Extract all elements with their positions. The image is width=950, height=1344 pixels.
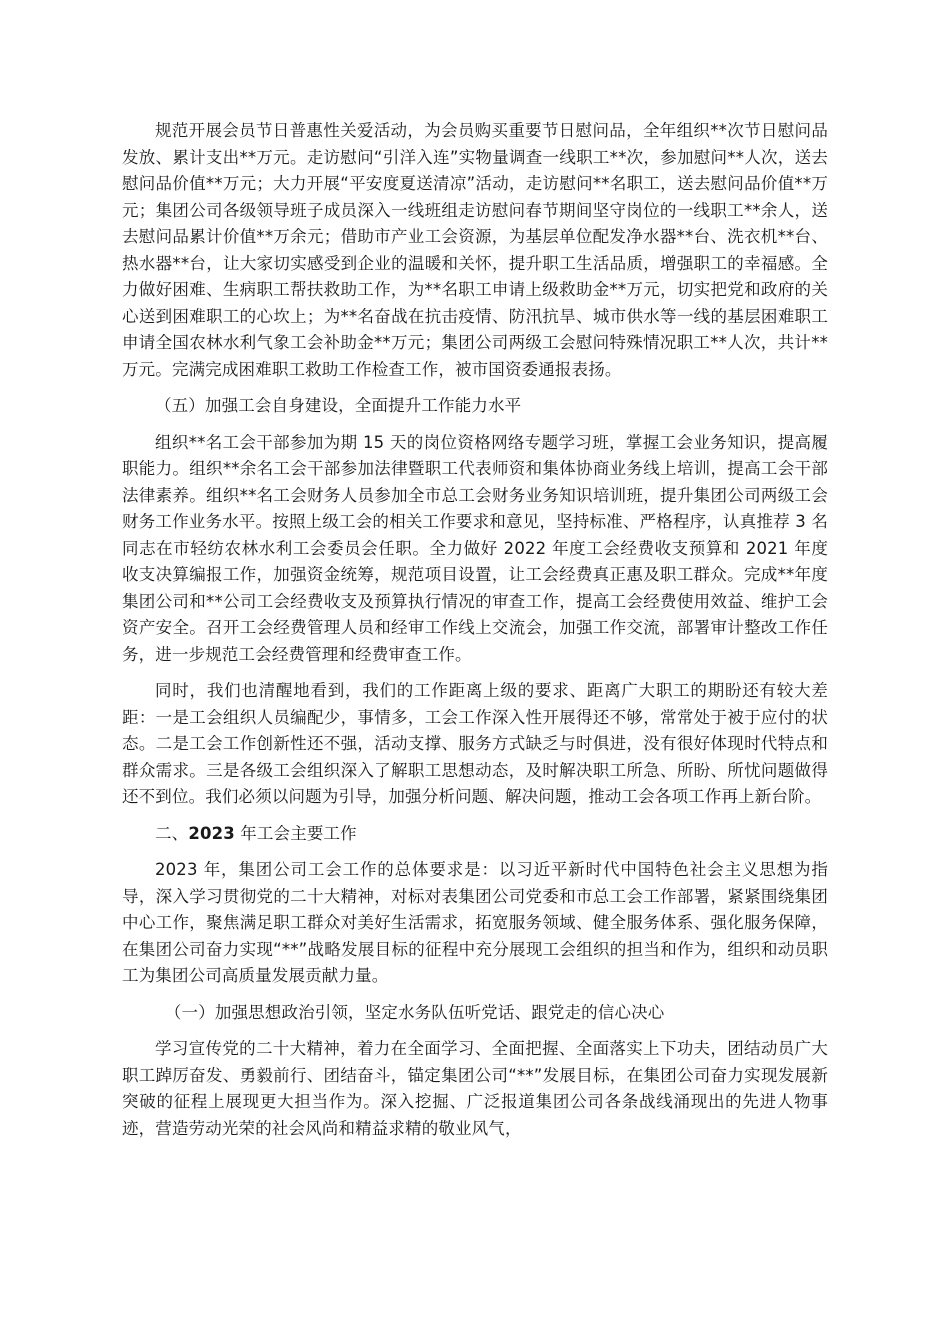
subheading-one: （一）加强思想政治引领，坚定水务队伍听党话、跟党走的信心决心 <box>164 1002 665 1022</box>
paragraph-member-care: 规范开展会员节日普惠性关爱活动，为会员购买重要节日慰问品，全年组织**次节日慰问品发放、累计支出**万元。走访慰问“引洋入连”实物量调查一线职工**次，参加慰问**人次，送去慰问品价值**万元；大力开展“平安度夏送清凉”活动，走访慰问**名职工，送去慰问品价值**万元；集团公司各级领导班子成员深入一线班组走访慰问春节期间坚守岗位的一线职工**余人，送去慰问品累计价值**万余元；借助市产业工会资源，为基层单位配发净水器**台、洗衣机**台、热水器**台，让大家切实感受到企业的温暖和关怀，提升职工生活品质，增强职工的幸福感。全力做好困难、生病职工帮扶救助工作，为**名职工申请上级救助金**万元，切实把党和政府的关心送到困难职工的心坎上；为**名奋战在抗击疫情、防汛抗旱、城市供水等一线的基层困难职工申请全国农林水利气象工会补助金**万元；集团公司两级工会慰问特殊情况职工**人次，共计**万元。完满完成困难职工救助工作检查工作，被市国资委通报表扬。 <box>122 121 828 379</box>
subheading-five: （五）加强工会自身建设，全面提升工作能力水平 <box>155 396 522 415</box>
section-two-prefix: 二、 <box>155 823 189 843</box>
section-heading-two <box>122 821 828 848</box>
section-two-year: 2023 <box>188 823 235 843</box>
section-two-suffix: 年工会主要工作 <box>234 823 357 843</box>
paragraph-self-building: 组织**名工会干部参加为期 15 天的岗位资格网络专题学习班，掌握工会业务知识，提高履职能力。组织**余名工会干部参加法律暨职工代表师资和集体协商业务线上培训，提高工会干部法律素养。组织**名工会财务人员参加全市总工会财务业务知识培训班，提升集团公司两级工会财务工作业务水平。按照上级工会的相关工作要求和意见，坚持标准、严格程序，认真推荐 3 名同志在市轻纺农林水利工会委员会任职。全力做好 2022 年度工会经费收支预算和 2021 年度收支决算编报工作，加强资金统筹，规范项目设置，让工会经费真正惠及职工群众。完成**年度集团公司和**公司工会经费收支及预算执行情况的审查工作，提高工会经费使用效益、维护工会资产安全。召开工会经费管理人员和经审工作线上交流会，加强工作交流，部署审计整改工作任务，进一步规范工会经费管理和经费审查工作。 <box>122 432 828 664</box>
document-body <box>122 118 828 1152</box>
paragraph-general-requirements: 2023 年，集团公司工会工作的总体要求是：以习近平新时代中国特色社会主义思想为指导，深入学习贯彻党的二十大精神，对标对表集团公司党委和市总工会工作部署，紧紧围绕集团中心工作，聚焦满足职工群众对美好生活需求，拓宽服务领域、健全服务体系、强化服务保障，在集团公司奋力实现“**”战略发展目标的征程中充分展现工会组织的担当和作为，组织和动员职工为集团公司高质量发展贡献力量。 <box>122 860 828 985</box>
paragraph-study-twentieth: 学习宣传党的二十大精神，着力在全面学习、全面把握、全面落实上下功夫，团结动员广大职工踔厉奋发、勇毅前行、团结奋斗，锚定集团公司“**”发展目标，在集团公司奋力实现发展新突破的征程上展现更大担当作为。深入挖掘、广泛报道集团公司各条战线涌现出的先进人物事迹，营造劳动光荣的社会风尚和精益求精的敬业风气， <box>122 1039 828 1138</box>
paragraph-shortcomings: 同时，我们也清醒地看到，我们的工作距离上级的要求、距离广大职工的期盼还有较大差距：一是工会组织人员编配少，事情多，工会工作深入性开展得还不够，常常处于被于应付的状态。二是工会工作创新性还不强，活动支撑、服务方式缺乏与时俱进，没有很好体现时代特点和群众需求。三是各级工会组织深入了解职工思想动态，及时解决职工所急、所盼、所忧问题做得还不到位。我们必须以问题为引导，加强分析问题、解决问题，推动工会各项工作再上新台阶。 <box>122 681 828 806</box>
